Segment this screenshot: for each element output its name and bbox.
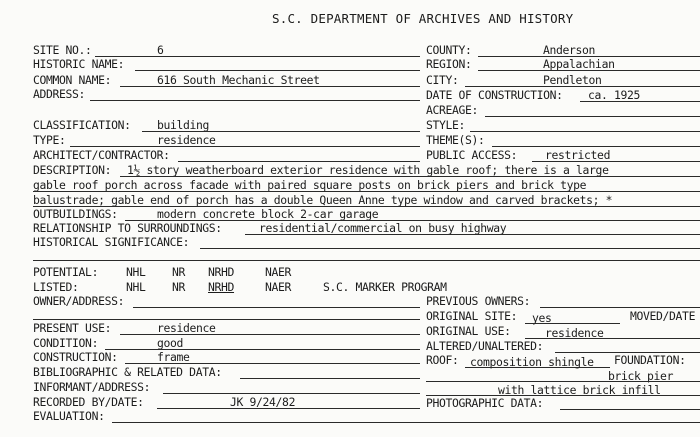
photographic-label: PHOTOGRAPHIC DATA:	[426, 396, 544, 410]
present-use-value: residence	[157, 321, 216, 335]
historical-significance-label: HISTORICAL SIGNIFICANCE:	[33, 235, 190, 249]
description-line-3: balustrade; gable end of porch has a double Queen Anne type window and carved brackets; *	[33, 193, 613, 207]
relationship-value: residential/commercial on busy highway	[259, 221, 507, 235]
site-no-label: SITE NO.:	[33, 43, 92, 57]
relationship-line	[245, 234, 700, 235]
foundation-line-1	[426, 381, 700, 382]
public-access-label: PUBLIC ACCESS:	[426, 148, 518, 162]
listed-label: LISTED:	[33, 280, 79, 294]
evaluation-line	[112, 422, 700, 423]
themes-line	[492, 146, 700, 147]
site-no-value: 6	[157, 43, 164, 57]
potential-nrhd: NRHD	[208, 265, 235, 279]
recorded-by-line	[157, 408, 420, 409]
city-line	[465, 86, 700, 87]
city-label: CITY:	[426, 73, 459, 87]
public-access-line	[532, 161, 700, 162]
potential-label: POTENTIAL:	[33, 265, 99, 279]
region-label: REGION:	[426, 57, 472, 71]
public-access-value: restricted	[545, 148, 611, 162]
original-use-value: residence	[545, 326, 604, 340]
description-line-1: 1½ story weatherboard exterior residence with gable roof; there is a large	[127, 163, 609, 177]
classification-value: building	[157, 118, 210, 132]
listed-naer: NAER	[265, 280, 292, 294]
construction-value: frame	[157, 350, 190, 364]
site-no-line	[95, 56, 420, 57]
listed-nr: NR	[172, 280, 186, 294]
historic-name-label: HISTORIC NAME:	[33, 57, 125, 71]
date-of-construction-value: ca. 1925	[588, 88, 641, 102]
potential-naer: NAER	[265, 265, 292, 279]
owner-address-line	[133, 307, 420, 308]
condition-value: good	[157, 336, 184, 350]
relationship-label: RELATIONSHIP TO SURROUNDINGS:	[33, 221, 222, 235]
construction-line	[125, 363, 420, 364]
architect-label: ARCHITECT/CONTRACTOR:	[33, 148, 170, 162]
common-name-value: 616 South Mechanic Street	[157, 73, 320, 87]
date-of-construction-line	[580, 101, 700, 102]
type-label: TYPE:	[33, 133, 66, 147]
previous-owners-label: PREVIOUS OWNERS:	[426, 294, 531, 308]
description-rule-1	[120, 176, 700, 177]
description-line-2: gable roof porch across facade with paired square posts on brick piers and brick type	[33, 178, 587, 192]
marker-program: S.C. MARKER PROGRAM	[323, 280, 447, 294]
potential-nhl: NHL	[126, 265, 146, 279]
altered-label: ALTERED/UNALTERED:	[426, 339, 544, 353]
listed-nrhd: NRHD	[208, 280, 235, 294]
evaluation-label: EVALUATION:	[33, 409, 105, 423]
style-line	[470, 131, 700, 132]
historical-significance-line	[200, 248, 700, 249]
original-use-label: ORIGINAL USE:	[426, 324, 511, 338]
classification-line	[142, 131, 420, 132]
bibliographic-line	[240, 378, 420, 379]
architect-line	[178, 161, 420, 162]
roof-line	[465, 367, 610, 368]
owner-address-label: OWNER/ADDRESS:	[33, 294, 125, 308]
original-use-line	[525, 338, 700, 339]
construction-label: CONSTRUCTION:	[33, 350, 118, 364]
description-rule-2	[33, 191, 700, 192]
roof-label: ROOF:	[426, 353, 459, 367]
original-site-value: yes	[532, 311, 552, 325]
foundation-label: FOUNDATION:	[614, 353, 686, 367]
common-name-label: COMMON NAME:	[33, 73, 112, 87]
style-label: STYLE:	[426, 118, 466, 132]
classification-label: CLASSIFICATION:	[33, 118, 131, 132]
recorded-by-label: RECORDED BY/DATE:	[33, 395, 144, 409]
owner-address-line-2	[33, 319, 420, 320]
address-line	[90, 100, 420, 101]
recorded-by-value: JK 9/24/82	[230, 395, 296, 409]
present-use-line	[120, 334, 420, 335]
outbuildings-label: OUTBUILDINGS:	[33, 207, 118, 221]
potential-nr: NR	[172, 265, 186, 279]
bibliographic-label: BIBLIOGRAPHIC & RELATED DATA:	[33, 365, 222, 379]
type-line	[70, 146, 420, 147]
informant-label: INFORMANT/ADDRESS:	[33, 380, 151, 394]
foundation-value-1: brick pier	[608, 369, 674, 383]
moved-date-label: MOVED/DATE	[630, 309, 696, 323]
region-line	[478, 70, 700, 71]
listed-nhl: NHL	[126, 280, 146, 294]
outbuildings-value: modern concrete block 2-car garage	[157, 207, 379, 221]
condition-line	[105, 349, 420, 350]
original-site-label: ORIGINAL SITE:	[426, 309, 518, 323]
county-label: COUNTY:	[426, 43, 472, 57]
informant-line	[163, 393, 420, 394]
roof-value: composition shingle	[470, 355, 594, 369]
type-value: residence	[157, 133, 216, 147]
form-header: S.C. DEPARTMENT OF ARCHIVES AND HISTORY	[272, 11, 574, 26]
historic-name-line	[135, 70, 420, 71]
original-site-line	[525, 323, 620, 324]
acreage-label: ACREAGE:	[426, 103, 479, 117]
common-name-line	[120, 86, 420, 87]
county-value: Anderson	[543, 43, 596, 57]
date-of-construction-label: DATE OF CONSTRUCTION:	[426, 88, 563, 102]
description-label: DESCRIPTION:	[33, 163, 112, 177]
historical-significance-line-2	[33, 260, 700, 261]
themes-label: THEME(S):	[426, 133, 485, 147]
condition-label: CONDITION:	[33, 336, 99, 350]
acreage-line	[485, 116, 700, 117]
previous-owners-line	[540, 307, 700, 308]
region-value: Appalachian	[543, 57, 615, 71]
present-use-label: PRESENT USE:	[33, 321, 112, 335]
address-label: ADDRESS:	[33, 87, 86, 101]
foundation-value-2: with lattice brick infill	[498, 383, 661, 397]
city-value: Pendleton	[543, 73, 602, 87]
photographic-line	[560, 409, 700, 410]
